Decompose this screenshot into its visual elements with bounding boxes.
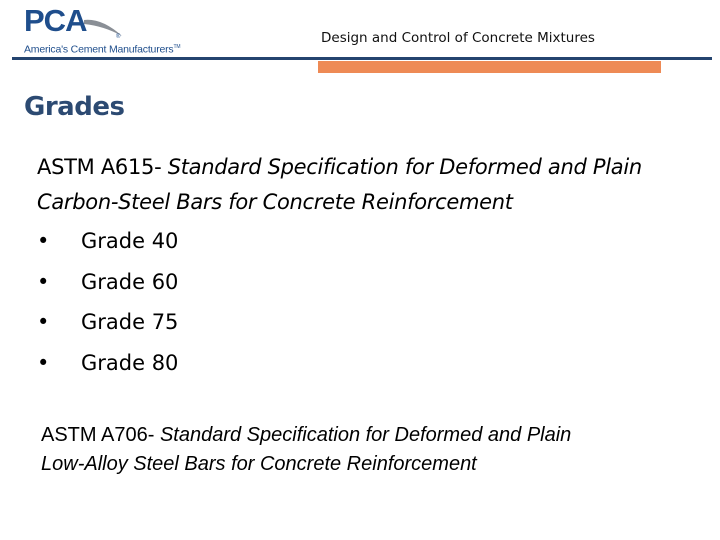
grade-label: Grade 40: [81, 229, 179, 253]
logo-trademark: TM: [173, 44, 181, 50]
logo-tagline-text: America's Cement Manufacturers: [24, 43, 174, 56]
spec-a706-code: ASTM A706-: [41, 424, 160, 446]
pca-logo: [24, 4, 194, 56]
spec-a706: [41, 421, 711, 479]
logo-wordmark: PCA: [24, 3, 87, 38]
grade-label: Grade 80: [81, 350, 179, 375]
document-title: Design and Control of Concrete Mixtures: [321, 30, 595, 46]
spec-a615-title-part2: Carbon-Steel Bars for Concrete Reinforcement: [37, 190, 513, 214]
grade-label: Grade 60: [81, 269, 179, 294]
list-item: [37, 343, 337, 384]
header-rule-orange: [318, 61, 661, 73]
list-item: [37, 221, 337, 262]
logo-tagline: [24, 41, 180, 56]
bullet: •: [37, 350, 50, 375]
spec-a706-title-part1: Standard Specification for Deformed and Plain: [159, 424, 572, 446]
header-rule-blue: [12, 57, 712, 60]
spec-a615-code: ASTM A615-: [37, 155, 168, 179]
bullet: •: [37, 310, 50, 334]
spec-a615-line1: [37, 150, 717, 185]
list-item: [37, 302, 337, 343]
grade-label: Grade 75: [81, 310, 179, 334]
bullet: •: [37, 229, 50, 253]
spec-a615: [37, 150, 717, 220]
slide-title: Grades: [24, 92, 125, 122]
list-item: [37, 262, 337, 303]
spec-a706-line1: [41, 421, 711, 450]
spec-a706-title-part2: Low-Alloy Steel Bars for Concrete Reinforcement: [41, 453, 477, 475]
slide-header: [0, 0, 720, 76]
spec-a615-title-part1: Standard Specification for Deformed and Plain: [167, 155, 642, 179]
grade-list: [37, 221, 337, 383]
bullet: •: [37, 269, 50, 294]
logo-registered-mark: ®: [116, 34, 121, 40]
